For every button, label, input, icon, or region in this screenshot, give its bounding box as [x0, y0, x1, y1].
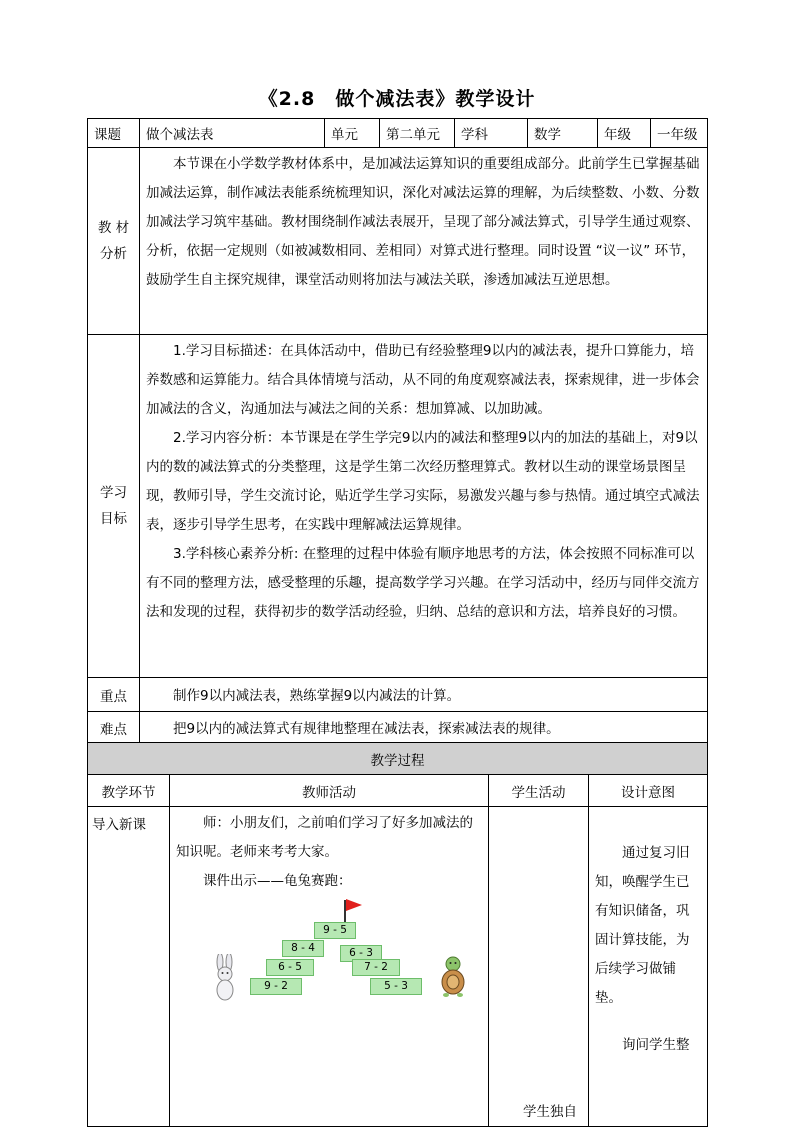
topic-label: 课题	[88, 119, 140, 148]
grade-label: 年级	[598, 119, 651, 148]
grade-value: 一年级	[651, 119, 708, 148]
process-columns-row	[88, 775, 708, 807]
objectives-label-line1: 学习	[100, 485, 127, 501]
column-teacher: 教师活动	[170, 775, 489, 807]
unit-value: 第二单元	[380, 119, 455, 148]
column-student: 学生活动	[489, 775, 589, 807]
objective-item: 1.学习目标描述：在具体活动中，借助已有经验整理9以内的减法表，提升口算能力，培养数感和运算能力。结合具体情境与活动，从不同的角度观察减法表，探索规律，进一步体会加减法的含义，沟通加法与减法之间的关系：想加算减、以加助减。	[146, 343, 700, 417]
objective-item: 2.学习内容分析：本节课是在学生学完9以内的减法和整理9以内的加法的基础上，对9以内的数的减法算式的分类整理，这是学生第二次经历整理算式。教材以生动的课堂场景图呈现，教师引导，学生交流讨论，贴近学生学习实际，易激发兴趣与参与热情。通过填空式减法表，逐步引导学生思考，在实践中理解减法运算规律。	[146, 430, 700, 533]
objective-item: 3.学科核心素养分析: 在整理的过程中体验有顺序地思考的方法，体会按照不同标准可以有不同的整理方法，感受整理的乐趣，提高数学学习兴趣。在学习活动中，经历与同伴交流方法和发现的过程，获得初步的数学活动经验，归纳、总结的意识和方法，培养良好的习惯。	[146, 546, 700, 620]
info-row	[88, 119, 708, 148]
race-illustration	[176, 896, 480, 1008]
analysis-label	[88, 148, 140, 335]
key-point-text: 制作9以内减法表，熟练掌握9以内减法的计算。	[173, 687, 461, 704]
intent-text: 通过复习旧知，唤醒学生已有知识储备，巩固计算技能，为后续学习做铺垫。	[595, 845, 690, 1006]
process-row-intro	[88, 807, 708, 1127]
process-header: 教学过程	[88, 743, 708, 775]
race-step: 9 - 5	[314, 922, 356, 939]
teacher-activity-cell	[170, 807, 489, 1127]
objectives-content	[140, 335, 708, 678]
subject-value: 数学	[528, 119, 598, 148]
race-step: 7 - 2	[352, 959, 400, 976]
teacher-text: 师：小朋友们，之前咱们学习了好多加减法的知识呢。老师来考考大家。	[176, 815, 473, 860]
objectives-row	[88, 335, 708, 678]
flag-icon	[346, 899, 362, 911]
difficulty-content	[140, 712, 708, 744]
rabbit-icon	[210, 954, 240, 1002]
intent-text: 询问学生整	[622, 1037, 690, 1053]
key-point-label: 重点	[88, 678, 140, 712]
unit-label: 单元	[325, 119, 380, 148]
analysis-text: 本节课在小学数学教材体系中，是加减法运算知识的重要组成部分。此前学生已掌握基础加减法运算，制作减法表能系统梳理知识，深化对减法运算的理解，为后续整数、小数、分数加减法学习筑牢基础。教材围绕制作减法表展开，呈现了部分减法算式，引导学生通过观察、分析，依据一定规则（如被减数相同、差相同）对算式进行整理。同时设置 “议一议” 环节，鼓励学生自主探究规律，课堂活动则将加法与减法关联，渗透加减法互逆思想。	[146, 156, 700, 288]
key-point-content	[140, 678, 708, 712]
difficulty-text: 把9以内的减法算式有规律地整理在减法表，探索减法表的规律。	[173, 720, 560, 737]
analysis-label-line1: 教 材	[97, 220, 130, 236]
key-point-row	[88, 678, 708, 712]
process-header-row	[88, 743, 708, 775]
objectives-label-line2: 目标	[100, 511, 127, 527]
race-step: 9 - 2	[250, 978, 302, 995]
analysis-row	[88, 148, 708, 335]
race-step: 8 - 4	[282, 940, 324, 957]
teacher-text: 课件出示——龟兔赛跑：	[203, 873, 352, 889]
subject-label: 学科	[455, 119, 528, 148]
race-step: 6 - 3	[340, 945, 382, 962]
student-activity-cell: 学生独自	[489, 807, 589, 1127]
lesson-info-table	[87, 118, 708, 744]
intent-cell	[589, 807, 708, 1127]
column-intent: 设计意图	[589, 775, 708, 807]
stage-cell: 导入新课	[88, 807, 170, 1127]
objectives-label	[88, 335, 140, 678]
race-step: 6 - 5	[266, 959, 314, 976]
column-stage: 教学环节	[88, 775, 170, 807]
teaching-process-table	[87, 742, 708, 1127]
difficulty-label: 难点	[88, 712, 140, 744]
turtle-icon	[438, 954, 468, 998]
document-title: 《2.8 做个减法表》教学设计	[258, 88, 536, 110]
difficulty-row	[88, 712, 708, 744]
analysis-label-line2: 分析	[100, 246, 127, 262]
race-step: 5 - 3	[370, 978, 422, 995]
analysis-content	[140, 148, 708, 335]
topic-value: 做个减法表	[140, 119, 325, 148]
